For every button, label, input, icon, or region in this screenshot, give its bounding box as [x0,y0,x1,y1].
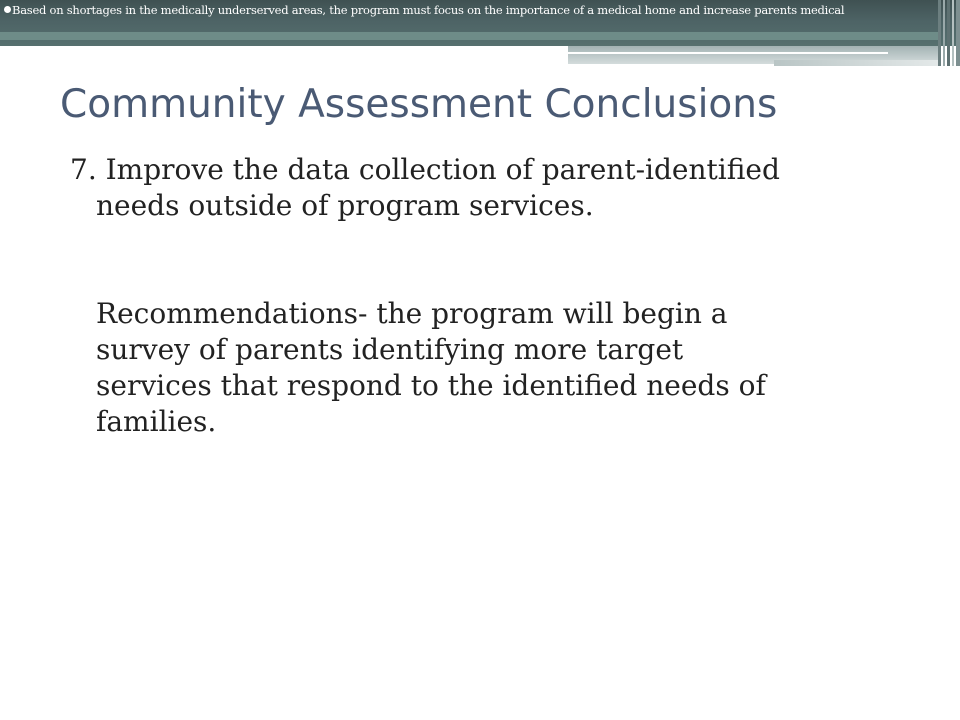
recommendation-line: families. [96,405,217,438]
recommendation-paragraph [96,296,886,440]
conclusion-point [70,152,910,224]
header-shadow-bar-lower [774,60,940,66]
banner-text: Based on shortages in the medically underserved areas, the program must focus on the importance of a medical home and increase parents medical [12,3,845,17]
slide-title: Community Assessment Conclusions [60,82,778,127]
conclusion-point-line: 7. Improve the data collection of parent-identified [70,153,780,186]
recommendation-line: services that respond to the identified needs of [96,369,766,402]
header-highlight-line [568,52,888,54]
recommendation-line: survey of parents identifying more target [96,333,684,366]
banner-bullet-icon [4,6,11,13]
conclusion-point-line: needs outside of program services. [96,189,594,222]
header-band-stripe [0,32,940,40]
decorative-vertical-lines [938,0,960,66]
recommendation-line: Recommendations- the program will begin a [96,297,728,330]
